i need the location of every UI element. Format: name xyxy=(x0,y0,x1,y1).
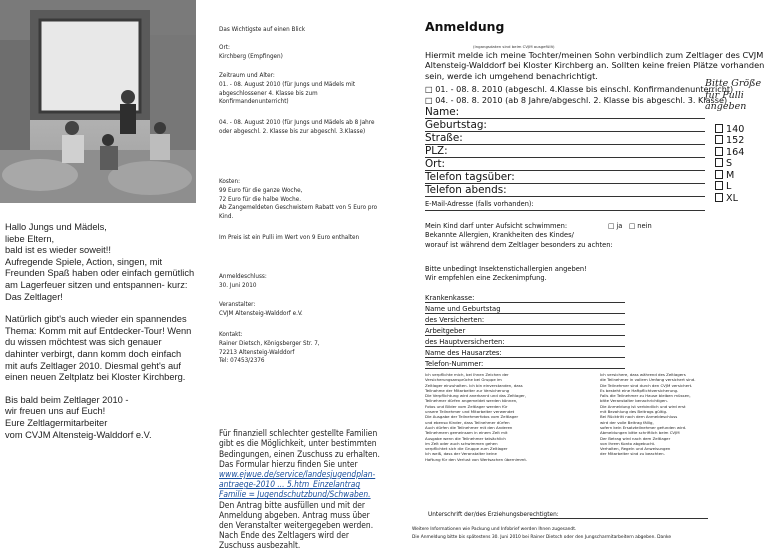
field-arbeitgeber[interactable]: Arbeitgeber xyxy=(425,327,625,336)
field-hauptversicherter[interactable]: des Hauptversicherten: xyxy=(425,338,625,347)
field-versicherter[interactable]: des Versicherten: xyxy=(425,316,625,325)
zeltlager-photo xyxy=(0,0,196,203)
camp-scene-illustration xyxy=(0,0,196,203)
option-full-week[interactable]: □ 01. - 08. 8. 2010 (abgeschl. 4.Klasse bis einschl. Konfirmandenunterricht) xyxy=(425,84,734,94)
signature-line[interactable] xyxy=(530,518,708,519)
swim-allergy-question: Mein Kind darf unter Aufsicht schwimmen: Bekannte Allergien, Krankheiten des Kindes/ worauf ist während dem Zeltlager besonders zu achten: xyxy=(425,222,613,249)
size-option-140[interactable]: 140 xyxy=(715,124,773,136)
field-plz[interactable]: PLZ: xyxy=(425,145,705,158)
foerderung-link[interactable]: www.ejwue.de/service/landesjugendplan-antraege-2010 ... 5.htm_Einzelantrag Familie = Jugendschutzbund/Schwaben. xyxy=(219,469,376,500)
field-geburtstag[interactable]: Geburtstag: xyxy=(425,119,705,132)
option-half-week[interactable]: □ 04. - 08. 8. 2010 (ab 8 Jahre/abgeschl. 2. Klasse bis abgeschl. 3. Klasse) xyxy=(425,95,728,105)
terms-left: Ich verpflichte mich, bei Ihnen Zeichen der Versicherungsansprüche bei Gruppe im Zeltlager einzuhalten. Ich bin einverstanden, dass Teilnahme der Mitarbeiter zur Versicherung Die Verpflichtung wird anerkannt und das Zeltlager, Teilnehmer dürfen angemeldet werden können, Fotos und Bilder vom Zeltlager werden für unsere Teilnehmer und Mitarbeiter verwendet Die Ausgabe der Teilnehmerfotos vom Zeltlager und ebenso Kinder, dass Teilnehmer dürfen Auch dürfen die Teilnehmer mit den Anderen Teilnehmern gemeinsam in einem Zelt mit Ausgabe wenn die Teilnehmer tatsächlich im Zelt oder auch schwimmen gehen verpflichtet sich die Gruppe zum Zeltlager Ich weiß, dass der Veranstalter keine Haftung für den Verlust von Wertsachen übernimmt. xyxy=(425,372,528,462)
info-kosten: Kosten: 99 Euro für die ganze Woche, 72 Euro für die halbe Woche. Ab Zangemeldeten Geschwistern Rabatt von 5 Euro pro Kind. xyxy=(219,178,378,221)
field-krankenkasse[interactable]: Krankenkasse: xyxy=(425,294,625,303)
info-ort: Ort: Kirchberg (Empfingen) xyxy=(219,44,283,60)
size-option-xl[interactable]: XL xyxy=(715,193,773,205)
intro-text xyxy=(5,222,195,452)
form-title: Anmeldung xyxy=(425,19,505,34)
option-half-week-label: 04. - 08. 8. 2010 (ab 8 Jahre/abgeschl. 2. Klasse bis abgeschl. 3. Klasse) xyxy=(435,95,728,105)
swim-yes-checkbox[interactable]: □ ja xyxy=(608,222,623,230)
form-subtitle: (Ingangsdaten sind beim CVJM ausgefüllt) xyxy=(473,44,555,49)
pulli-size-box xyxy=(705,78,773,205)
terms-right: Ich versichere, dass während des Zeltlagers die Teilnehmer in vollem Umfang versichert sind. Die Teilnehmer sind durch den CVJM versichert. Es besteht eine Haftpflichtversicherung. Falls die Teilnehmer zu Hause bleiben müssen, bitte Veranstalter benachrichtigen. Die Anmeldung ist verbindlich und wird erst mit Bezahlung des Beitrags gültig. Bei Rücktritt nach dem Anmeldeschluss wird der volle Beitrag fällig, sofern kein Ersatzteilnehmer gefunden wird. Abmeldungen bitte schriftlich beim CVJM Der Betrag wird nach dem Zeltlager von Ihrem Konto abgebucht. Verhalten, Regeln und Anweisungen der Mitarbeiter sind zu beachten. xyxy=(600,372,696,457)
size-option-s[interactable]: S xyxy=(715,158,773,170)
field-versicherter-name[interactable]: Name und Geburtstag xyxy=(425,305,625,314)
foerderung-text: Für finanziell schlechter gestellte Familien gibt es die Möglichkeit, unter bestimmten Bedingungen, einen Zuschuss zu erhalten. Das Formular hierzu finden Sie unter xyxy=(219,428,380,469)
info-zeitraum: Zeitraum und Alter: 01. - 08. August 2010 (für Jungs und Mädels mit abgeschlossener 4. Klasse bis zum Konfirmandenunterricht) xyxy=(219,72,356,106)
info-kontakt: Kontakt: Rainer Dietsch, Königsberger Str. 7, 72213 Altensteig-Walddorf Tel: 07453/2376 xyxy=(219,331,320,365)
swim-yes-label: ja xyxy=(616,222,623,230)
field-email[interactable]: E-Mail-Adresse (falls vorhanden): xyxy=(425,198,705,211)
info-veranstalter: Veranstalter: CVJM Altensteig-Walddorf e.V. xyxy=(219,301,303,317)
pulli-size-list xyxy=(705,124,773,205)
size-option-152[interactable]: 152 xyxy=(715,135,773,147)
size-option-m[interactable]: M xyxy=(715,170,773,182)
swim-no-checkbox[interactable]: □ nein xyxy=(628,222,652,230)
field-telefon-tag[interactable]: Telefon tagsüber: xyxy=(425,171,705,184)
swim-options xyxy=(608,222,652,230)
footer-note: Weitere Informationen wie Packung und Infobrief werden Ihnen zugesandt. Die Anmeldung bitte bis spätestens 30. Juni 2010 bei Rainer Dietsch oder den Jungscharmitarbeitern abgeben. Danke xyxy=(412,527,672,540)
field-telefon-nummer[interactable]: Telefon-Nummer: xyxy=(425,360,625,369)
swim-no-label: nein xyxy=(637,222,652,230)
foerderung-text-2: Den Antrag bitte ausfüllen und mit der Anmeldung abgeben. Antrag muss über den Veranstalter weitergegeben werden. Nach Ende des Zeltlagers wird der Zuschuss ausbezahlt. xyxy=(219,499,374,551)
field-name[interactable]: Name: xyxy=(425,106,705,119)
intro-signoff: Bis bald beim Zeltlager 2010 - wir freuen uns auf Euch! Eure Zeltlagermitarbeiter vom CVJM Altensteig-Walddorf e.V. xyxy=(5,394,152,440)
info-zeitraum-kurz: 04. - 08. August 2010 (für Jungs und Mädels ab 8 Jahre oder abgeschl. 2. Klasse bis zur abgeschl. 3.Klasse) xyxy=(219,119,375,135)
field-hausarzt[interactable]: Name des Hausarztes: xyxy=(425,349,625,358)
info-foerderung xyxy=(219,418,381,551)
size-option-l[interactable]: L xyxy=(715,181,773,193)
info-heading: Das Wichtigste auf einen Blick xyxy=(219,26,305,33)
option-full-week-label: 01. - 08. 8. 2010 (abgeschl. 4.Klasse bis einschl. Konfirmandenunterricht) xyxy=(435,84,734,94)
signature-label: Unterschrift der/des Erziehungsberechtigten: xyxy=(428,512,559,518)
info-anmeldeschluss: Anmeldeschluss: 30. Juni 2010 xyxy=(219,273,267,289)
size-option-164[interactable]: 164 xyxy=(715,147,773,159)
allergy-note: Bitte unbedingt Insektenstichallergien angeben! Wir empfehlen eine Zeckenimpfung. xyxy=(425,265,587,282)
pulli-size-heading: Bitte Größe für Pulli angeben xyxy=(705,78,762,112)
info-pulli: Im Preis ist ein Pulli im Wert von 9 Euro enthalten xyxy=(219,234,360,241)
field-strasse[interactable]: Straße: xyxy=(425,132,705,145)
form-declaration: Hiermit melde ich meine Tochter/meinen Sohn verbindlich zum Zeltlager des CVJM Altensteig-Walddorf bei Kloster Kirchberg an. Sollten keine freien Plätze vorhanden sein, werde ich umgehend benachrichtigt. xyxy=(425,50,765,81)
intro-theme: Natürlich gibt's auch wieder ein spannendes Thema: Komm mit auf Entdecker-Tour! Wenn du wissen möchtest was sich genauer dahinter verbirgt, dann komm doch einfach mit aufs Zeltlager 2010. Diesmal geht's auf einen neuen Zeltplatz bei Kloster Kirchberg. xyxy=(5,314,192,383)
field-ort[interactable]: Ort: xyxy=(425,158,705,171)
intro-greeting: Hallo Jungs und Mädels, liebe Eltern, bald ist es wieder soweit!! Aufregende Spiele, Action, singen, mit Freunden Spaß haben oder einfach gemütlich am Lagerfeuer sitzen und entspannen- kurz: Das Zeltlager! xyxy=(5,222,195,302)
field-telefon-abend[interactable]: Telefon abends: xyxy=(425,184,705,197)
